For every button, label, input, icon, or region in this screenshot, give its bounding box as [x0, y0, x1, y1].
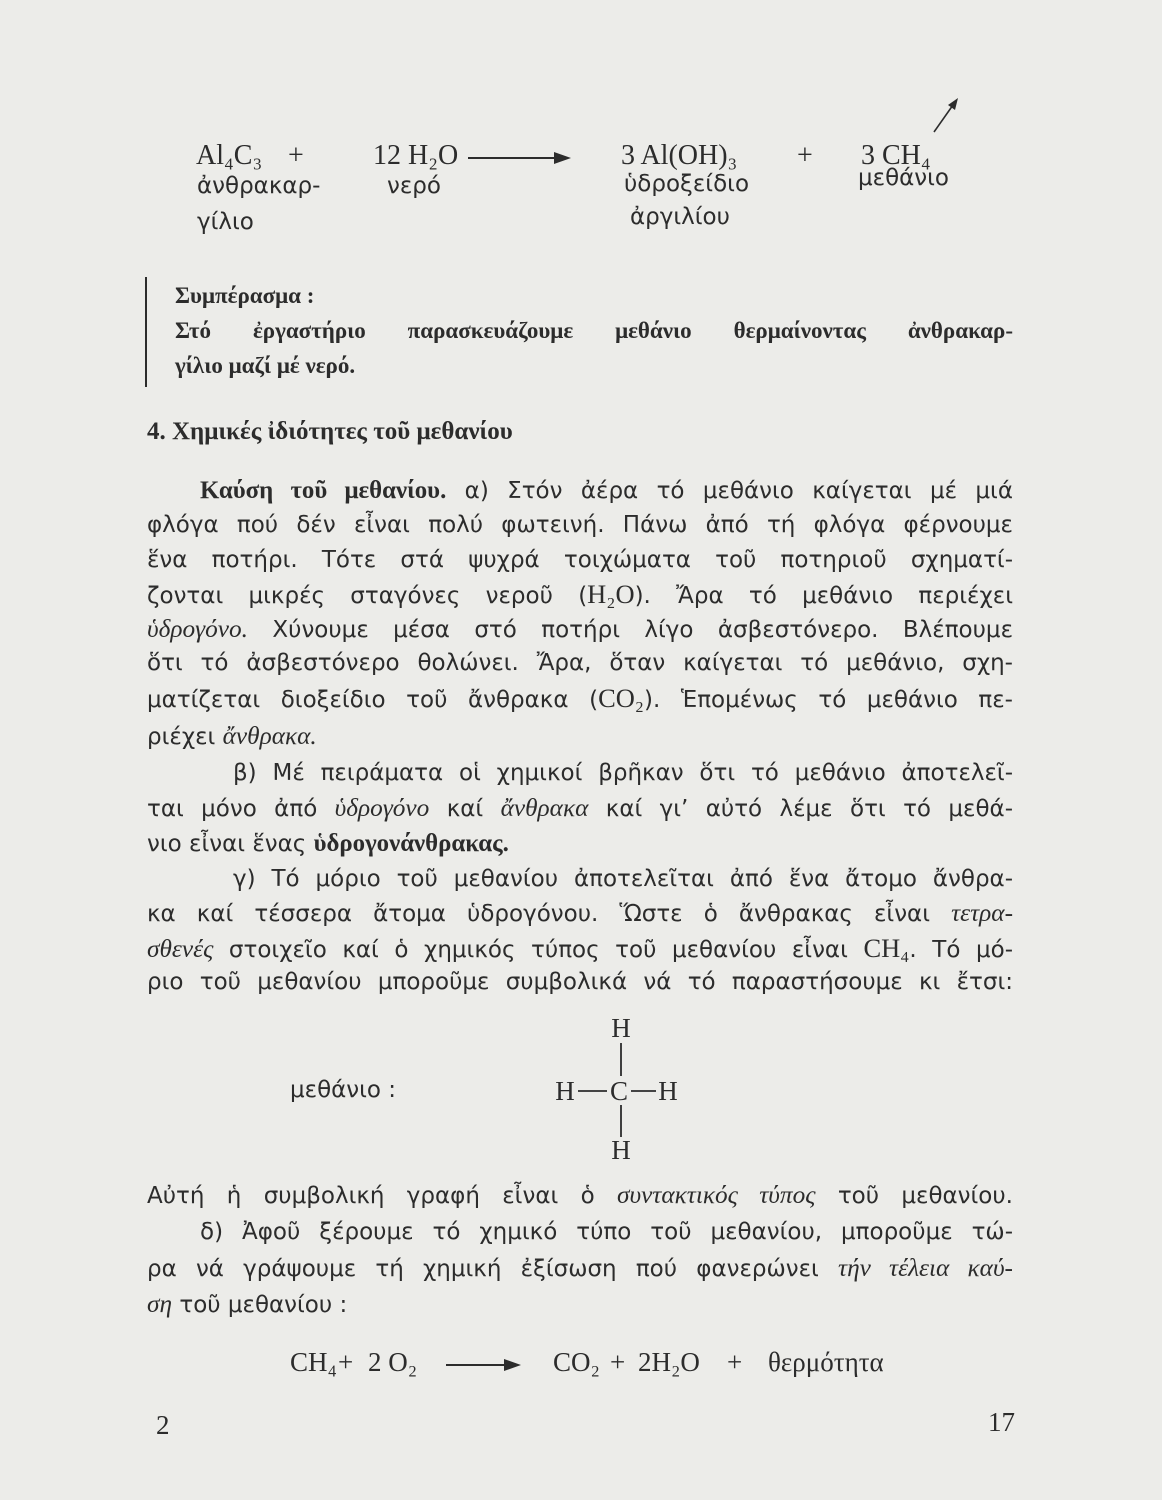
formula-carbon-dioxide: CO₂ — [553, 1347, 600, 1377]
formula-methane: CH₄ — [290, 1347, 337, 1377]
conclusion-line: Στό ἐργαστήριο παρασκευάζουμε μεθάνιο θερμαίνοντας ἀνθρακαρ- — [175, 318, 1013, 343]
text-run: δ) Ἀφοῦ ξέρουμε τό χημικό τύπο τοῦ μεθανίου, μποροῦμε τώ- — [200, 1219, 1013, 1245]
text-line — [147, 719, 1013, 754]
plus-sign: + — [727, 1347, 743, 1377]
text-line — [147, 612, 1013, 647]
inline-formula-methane: CH₄ — [863, 933, 910, 963]
emphasis-text: τετρα- — [951, 899, 1013, 927]
page-number: 17 — [988, 1407, 1015, 1437]
text-line — [147, 1287, 1013, 1322]
text-line — [147, 1178, 1013, 1213]
formula-aluminium-hydroxide: 3 Al(OH)₃ — [621, 140, 738, 171]
text-run: ἕνα ποτήρι. Τότε στά ψυχρά τοιχώματα τοῦ ποτηριοῦ σχηματί- — [147, 547, 1013, 573]
text-run: γ) Τό μόριο τοῦ μεθανίου ἀποτελεῖται ἀπό ἕνα ἄτομο ἄνθρα- — [233, 866, 1013, 892]
text-run: τοῦ μεθανίου. — [815, 1183, 1013, 1209]
emphasis-text: σθενές — [147, 935, 214, 963]
emphasis-text: τήν τέλεια καύ- — [838, 1254, 1013, 1282]
product-heat: θερμότητα — [768, 1347, 884, 1377]
atom-hydrogen-right: H — [658, 1076, 678, 1106]
formula-oxygen: 2 O₂ — [368, 1347, 418, 1377]
text-run: Αὐτή ἡ συμβολική γραφή εἶναι ὁ — [147, 1183, 617, 1209]
reaction-arrow-icon — [444, 1355, 524, 1375]
plus-sign: + — [288, 140, 304, 171]
inline-formula-carbon-dioxide: CO₂ — [598, 683, 645, 713]
label-water: νερό — [387, 173, 441, 199]
atom-hydrogen-bottom: H — [611, 1135, 631, 1165]
text-run: ριο τοῦ μεθανίου μποροῦμε συμβολικά νά τό παραστήσουμε κι ἔτσι: — [147, 969, 1013, 995]
text-run: Χύνουμε μέσα στό ποτήρι λίγο ἀσβεστόνερο. Βλέπουμε — [247, 617, 1013, 643]
emphasis-text: ἄνθρακα. — [222, 722, 317, 750]
emphasis-text: ση — [147, 1290, 173, 1318]
label-methane: μεθάνιο — [858, 165, 950, 191]
text-run: τοῦ μεθανίου : — [172, 1292, 348, 1318]
text-line — [147, 896, 1013, 931]
text-line — [233, 862, 1013, 896]
text-run: β) Μέ πειράματα οἱ χημικοί βρῆκαν ὅτι τό μεθάνιο ἀποτελεῖ- — [233, 760, 1013, 786]
text-run: καί γι’ αὐτό λέμε ὅτι τό μεθά- — [588, 796, 1013, 822]
inline-formula-water: H₂O — [587, 579, 635, 609]
section-heading: 4. Χημικές ἰδιότητες τοῦ μεθανίου — [147, 418, 513, 445]
text-run: κα καί τέσσερα ἄτομα ὑδρογόνου. Ὥστε ὁ ἄνθρακας εἶναι — [147, 901, 952, 927]
text-run: καί — [429, 796, 501, 822]
conclusion-title: Συμπέρασμα : — [175, 283, 315, 308]
text-run: ζονται μικρές σταγόνες νεροῦ ( — [147, 583, 588, 609]
text-line — [147, 965, 1013, 999]
text-run: νιο εἶναι ἕνας — [147, 831, 314, 857]
emphasis-text: ἄνθρακα — [500, 794, 589, 822]
formula-water: 2H₂O — [638, 1347, 700, 1377]
label-aluminium-carbide-line-2: γίλιο — [197, 209, 254, 235]
text-run: . Τό μό- — [909, 937, 1013, 963]
conclusion-rule — [145, 277, 147, 387]
formula-aluminium-carbide: Al₄C₃ — [196, 140, 263, 171]
signature-mark: 2 — [156, 1410, 170, 1440]
text-line — [147, 577, 1013, 613]
label-aluminium-hydroxide-line-1: ὑδροξείδιο — [624, 171, 750, 197]
plus-sign: + — [797, 140, 813, 171]
text-line — [200, 474, 1013, 508]
gas-release-arrow-icon — [928, 96, 962, 136]
text-line — [147, 1251, 1013, 1286]
text-run: στοιχεῖο καί ὁ χημικός τύπος τοῦ μεθανίου εἶναι — [213, 937, 864, 963]
text-run: ρα νά γράψουμε τή χημική ἐξίσωση πού φανερώνει — [147, 1256, 839, 1282]
text-run: ). Ἄρα τό μεθάνιο περιέχει — [634, 583, 1013, 609]
text-run: ματίζεται διοξείδιο τοῦ ἄνθρακα ( — [147, 687, 599, 713]
reaction-arrow-icon — [466, 148, 572, 168]
text-line — [147, 543, 1013, 577]
emphasis-text: ὑδρογόνο. — [147, 615, 248, 643]
emphasis-text: ὑδρογόνο — [334, 794, 430, 822]
emphasis-text: συντακτικός τύπος — [616, 1181, 816, 1209]
plus-sign: + — [338, 1347, 354, 1377]
text-run: ). Ἑπομένως τό μεθάνιο πε- — [644, 687, 1013, 713]
run-in-heading: Καύση τοῦ μεθανίου. — [200, 477, 447, 504]
atom-hydrogen-left: H — [555, 1076, 575, 1106]
text-line — [147, 931, 1013, 967]
text-run: φλόγα πού δέν εἶναι πολύ φωτεινή. Πάνω ἀπό τή φλόγα φέρνουμε — [147, 512, 1013, 538]
text-line — [147, 791, 1013, 826]
text-run: α) Στόν ἀέρα τό μεθάνιο καίγεται μέ μιά — [446, 478, 1013, 504]
text-run: ται μόνο ἀπό — [147, 796, 335, 822]
key-term: ὑδρογονάνθρακας. — [313, 830, 509, 857]
structural-formula-label: μεθάνιο : — [290, 1077, 397, 1103]
label-aluminium-hydroxide-line-2: ἀργιλίου — [630, 204, 730, 230]
label-aluminium-carbide-line-1: ἀνθρακαρ- — [197, 173, 321, 199]
plus-sign: + — [610, 1347, 626, 1377]
conclusion-line: γίλιο μαζί μέ νερό. — [175, 353, 356, 378]
formula-methane: 3 CH₄ — [861, 140, 931, 171]
atom-carbon: C — [609, 1076, 628, 1106]
text-line — [147, 646, 1013, 680]
text-line — [200, 1215, 1013, 1249]
atom-hydrogen-top: H — [611, 1013, 631, 1043]
text-run: ριέχει — [147, 724, 223, 750]
formula-water: 12 H₂O — [373, 140, 459, 171]
text-line — [233, 756, 1013, 790]
text-line — [147, 681, 1013, 717]
text-line — [147, 508, 1013, 542]
structural-formula-bonds — [0, 0, 1, 1]
text-line — [147, 827, 1013, 861]
text-run: ὅτι τό ἀσβεστόνερο θολώνει. Ἄρα, ὅταν καίγεται τό μεθάνιο, σχη- — [147, 650, 1013, 676]
